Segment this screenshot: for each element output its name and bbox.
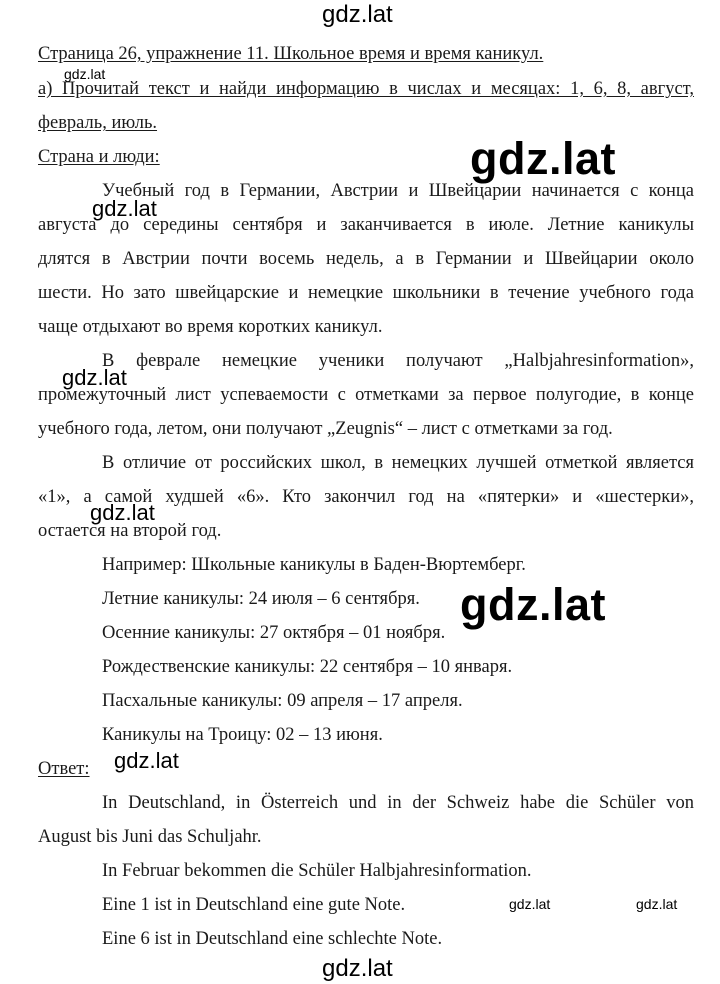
holiday-line: Пасхальные каникулы: 09 апреля – 17 апреля. xyxy=(102,691,463,711)
task-line: февраль, июль. xyxy=(38,113,158,133)
body-line: остается на второй год. xyxy=(38,521,222,541)
watermark: gdz.lat xyxy=(470,133,616,184)
section-title: Страна и люди: xyxy=(38,147,160,167)
task-line: а) Прочитай текст и найди информацию в числах и месяцах: 1, 6, 8, август, xyxy=(38,79,694,99)
answer-line: August bis Juni das Schuljahr. xyxy=(38,827,262,847)
body-line: промежуточный лист успеваемости с отметками за первое полугодие, в конце xyxy=(38,385,694,405)
holiday-line: Летние каникулы: 24 июля – 6 сентября. xyxy=(102,589,420,609)
watermark: gdz.lat xyxy=(636,896,678,912)
watermark: gdz.lat xyxy=(64,66,106,82)
body-line: Учебный год в Германии, Австрии и Швейцарии начинается с конца xyxy=(102,181,694,201)
page-title: Страница 26, упражнение 11. Школьное время и время каникул. xyxy=(38,44,544,64)
holiday-line: Осенние каникулы: 27 октября – 01 ноября. xyxy=(102,623,446,643)
watermark: gdz.lat xyxy=(62,365,127,390)
watermark: gdz.lat xyxy=(114,748,179,773)
answer-line: Eine 6 ist in Deutschland eine schlechte Note. xyxy=(102,929,443,949)
answer-line: In Februar bekommen die Schüler Halbjahresinformation. xyxy=(102,861,532,881)
answer-label: Ответ: xyxy=(38,759,90,779)
body-line: августа до середины сентября и заканчивается в июле. Летние каникулы xyxy=(38,215,694,235)
watermark: gdz.lat xyxy=(460,579,606,630)
watermark-top: gdz.lat xyxy=(322,1,393,28)
answer-line: Eine 1 ist in Deutschland eine gute Note. xyxy=(102,895,406,915)
watermark: gdz.lat xyxy=(509,896,551,912)
body-line: В отличие от российских школ, в немецких лучшей отметкой является xyxy=(102,453,694,473)
holiday-line: Каникулы на Троицу: 02 – 13 июня. xyxy=(102,725,383,745)
body-line: учебного года, летом, они получают „Zeugnis“ – лист с отметками за год. xyxy=(38,419,613,439)
watermark: gdz.lat xyxy=(92,196,157,221)
body-line: длятся в Австрии почти восемь недель, а в Германии и Швейцарии около xyxy=(38,249,694,269)
body-line: чаще отдыхают во время коротких каникул. xyxy=(38,317,383,337)
answer-line: In Deutschland, in Österreich und in der Schweiz habe die Schüler von xyxy=(102,793,694,813)
body-line: шести. Но зато швейцарские и немецкие школьники в течение учебного года xyxy=(38,283,694,303)
holiday-line: Рождественские каникулы: 22 сентября – 10 января. xyxy=(102,657,513,677)
body-line: В феврале немецкие ученики получают „Halbjahresinformation», xyxy=(102,351,694,371)
body-line: «1», а самой худшей «6». Кто закончил год на «пятерки» и «шестерки», xyxy=(38,487,694,507)
watermark: gdz.lat xyxy=(90,500,155,525)
holiday-line: Например: Школьные каникулы в Баден-Вюртемберг. xyxy=(102,555,526,575)
watermark-bottom: gdz.lat xyxy=(322,955,393,982)
